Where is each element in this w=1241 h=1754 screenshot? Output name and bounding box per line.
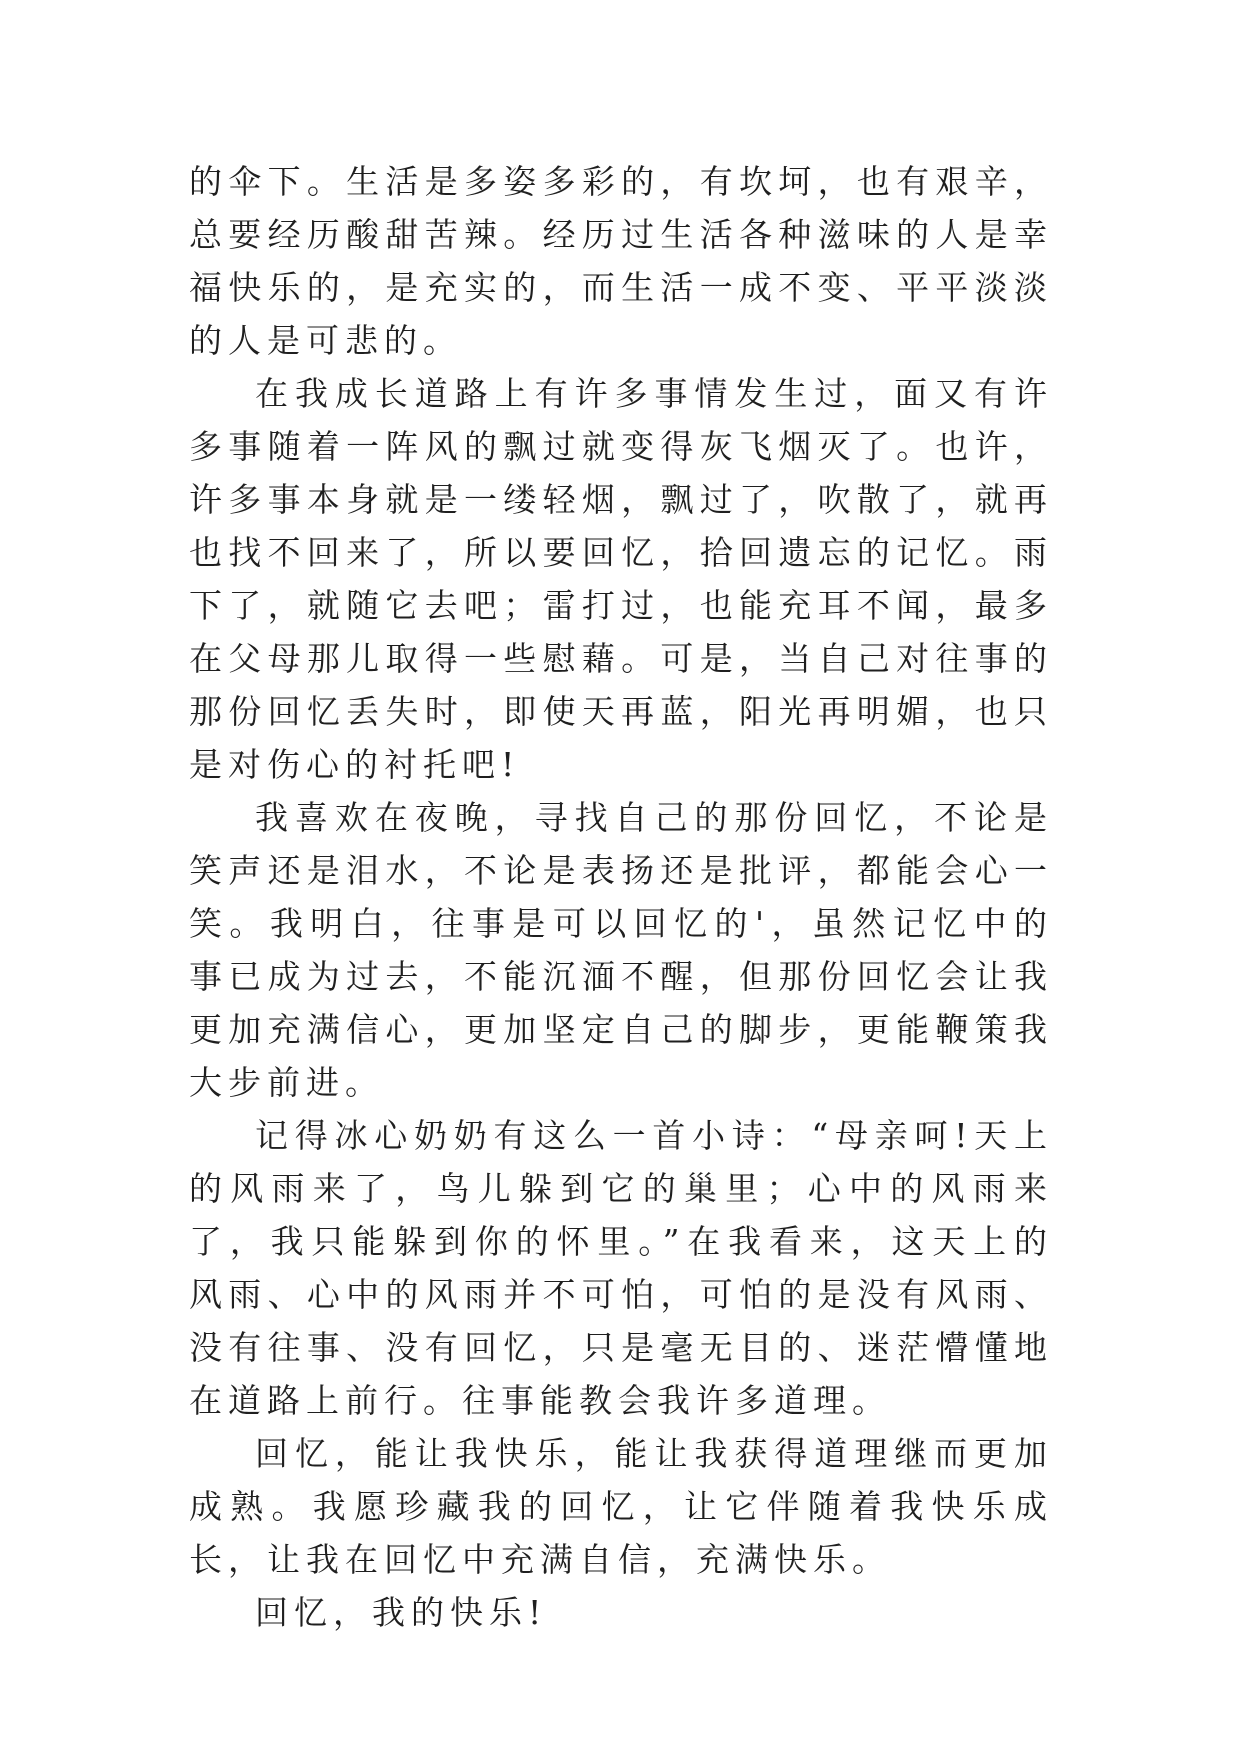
paragraph-1: 的伞下。生活是多姿多彩的，有坎坷，也有艰辛，总要经历酸甜苦辣。经历过生活各种滋味的人是幸福快乐的，是充实的，而生活一成不变、平平淡淡的人是可悲的。 (189, 162, 1053, 360)
paragraph-4: 记得冰心奶奶有这么一首小诗：“母亲呵!天上的风雨来了，鸟儿躲到它的巢里；心中的风雨来了，我只能躲到你的怀里。”在我看来，这天上的风雨、心中的风雨并不可怕，可怕的是没有风雨、没有往事、没有回忆，只是毫无目的、迷茫懵懂地在道路上前行。往事能教会我许多道理。 (189, 1116, 1053, 1420)
article-body (189, 155, 1053, 1639)
paragraph-5: 回忆，能让我快乐，能让我获得道理继而更加成熟。我愿珍藏我的回忆，让它伴随着我快乐成长，让我在回忆中充满自信，充满快乐。 (189, 1434, 1053, 1579)
paragraph-3: 我喜欢在夜晚，寻找自己的那份回忆，不论是笑声还是泪水，不论是表扬还是批评，都能会心一笑。我明白，往事是可以回忆的'，虽然记忆中的事已成为过去，不能沉湎不醒，但那份回忆会让我更加充满信心，更加坚定自己的脚步，更能鞭策我大步前进。 (189, 798, 1053, 1102)
paragraph-6: 回忆，我的快乐! (255, 1593, 548, 1632)
paragraph-2: 在我成长道路上有许多事情发生过，面又有许多事随着一阵风的飘过就变得灰飞烟灭了。也许，许多事本身就是一缕轻烟，飘过了，吹散了，就再也找不回来了，所以要回忆，拾回遗忘的记忆。雨下了，就随它去吧；雷打过，也能充耳不闻，最多在父母那儿取得一些慰藉。可是，当自己对往事的那份回忆丢失时，即使天再蓝，阳光再明媚，也只是对伤心的衬托吧! (189, 374, 1053, 784)
